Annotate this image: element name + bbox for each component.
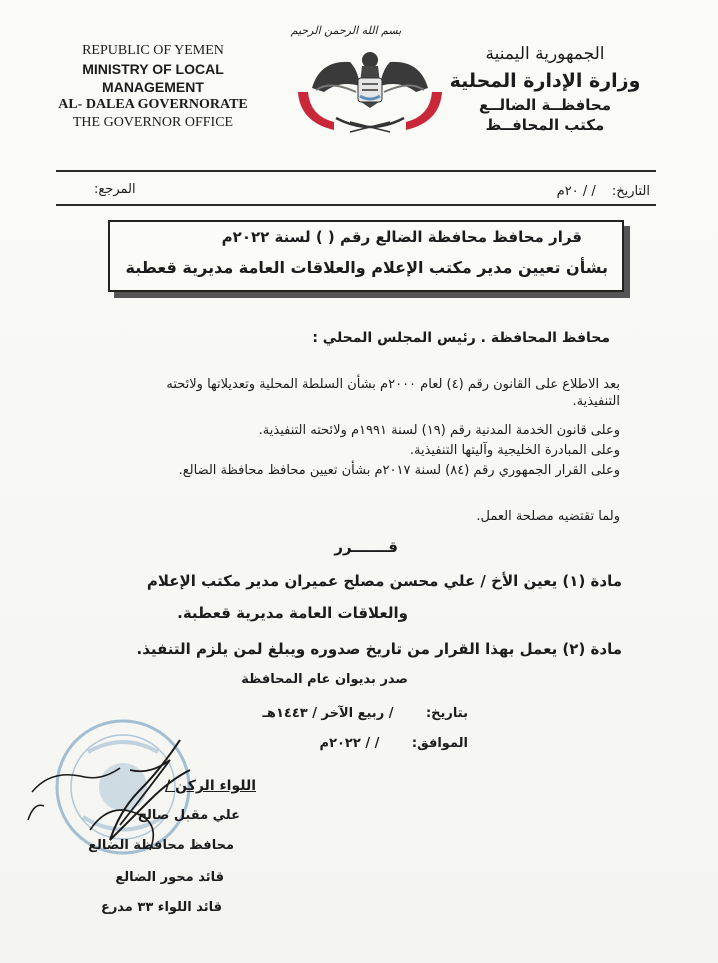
- header-en-management: MANAGEMENT: [102, 79, 204, 95]
- basmala: بسم الله الرحمن الرحيم: [290, 24, 402, 37]
- decides-heading: قـــــــرر: [334, 538, 398, 556]
- bullet-item: [150, 462, 620, 479]
- bullet-item: [150, 422, 620, 439]
- bullet-item: [150, 442, 620, 459]
- signature-rank: اللواء الركن /: [165, 778, 256, 794]
- header-en-governorate: AL- DALEA GOVERNORATE: [58, 97, 248, 112]
- issued-at: صدر بديوان عام المحافظة: [241, 672, 408, 687]
- intro-line: محافظ المحافظة . رئيس المجلس المحلي :: [312, 330, 610, 346]
- bullet-item: [150, 508, 620, 525]
- gregorian-date-value: / / ٢٠٢٢م: [319, 736, 380, 751]
- hijri-date-row: [262, 706, 468, 721]
- header-ar-republic: الجمهورية اليمنية: [485, 44, 605, 64]
- header-ar-office: مكتب المحافــظ: [485, 116, 605, 134]
- header-ar-governorate: محافظــة الضالــع: [478, 96, 612, 114]
- gregorian-date-row: [320, 736, 468, 751]
- header-en-republic: REPUBLIC OF YEMEN: [82, 43, 224, 58]
- bullet-text: وعلى قانون الخدمة المدنية رقم (١٩) لسنة ١٩٩١م ولائحته التنفيذية.: [258, 423, 620, 438]
- header-ar-ministry: وزارة الإدارة المحلية: [449, 70, 641, 92]
- signature-name: علي مقبل صالح: [137, 808, 240, 823]
- bullet-text: وعلى المبادرة الخليجية وآليتها التنفيذية.: [409, 443, 620, 458]
- bullet-text: بعد الاطلاع على القانون رقم (٤) لعام ٢٠٠٠م بشأن السلطة المحلية وتعديلاتها ولائحته التنفيذية.: [166, 377, 620, 409]
- bullet-text: وعلى القرار الجمهوري رقم (٨٤) لسنة ٢٠١٧م بشأن تعيين محافظ محافظة الضالع.: [178, 463, 620, 478]
- bullet-item: [150, 376, 620, 410]
- date-field: [557, 184, 650, 199]
- yemen-eagle-emblem: [290, 40, 450, 140]
- article-2-line: مادة (٢) يعمل بهذا القرار من تاريخ صدوره ويبلغ لمن يلزم التنفيذ.: [136, 640, 622, 658]
- hijri-date-value: / ربيع الآخر / ١٤٤٣هـ: [262, 706, 394, 721]
- header-en-ministry: MINISTRY OF LOCAL: [82, 61, 224, 77]
- header-english: [48, 42, 258, 132]
- signature-title-governor: محافظ محافظة الضالع: [88, 838, 234, 853]
- hijri-date-label: بتاريخ:: [425, 706, 468, 721]
- signature-title-brigade: قائد اللواء ٣٣ مدرع: [100, 900, 222, 915]
- decision-title-box: [108, 220, 624, 292]
- date-value: / / ٢٠م: [556, 184, 596, 199]
- signature-title-axis: قائد محور الضالع: [115, 870, 224, 885]
- article-1-line-a: مادة (١) يعين الأخ / علي محسن مصلح عميران مدير مكتب الإعلام: [146, 572, 622, 590]
- decision-title-line1: قرار محافظ محافظة الضالع رقم ( ) لسنة ٢٠٢٢م: [221, 228, 582, 246]
- header-en-office: THE GOVERNOR OFFICE: [72, 115, 234, 130]
- decision-title-line2: بشأن تعيين مدير مكتب الإعلام والعلاقات العامة مديرية قعطبة: [125, 258, 608, 277]
- reference-label: المرجع:: [94, 182, 136, 197]
- date-label: التاريخ:: [611, 184, 650, 199]
- bullet-text: ولما تقتضيه مصلحة العمل.: [476, 509, 620, 524]
- gregorian-date-label: الموافق:: [411, 736, 468, 751]
- header-rule-top: [56, 170, 656, 172]
- article-1-line-b: والعلاقات العامة مديرية قعطبة.: [177, 604, 408, 622]
- header-rule-bottom: [56, 204, 656, 206]
- header-arabic: [440, 44, 650, 134]
